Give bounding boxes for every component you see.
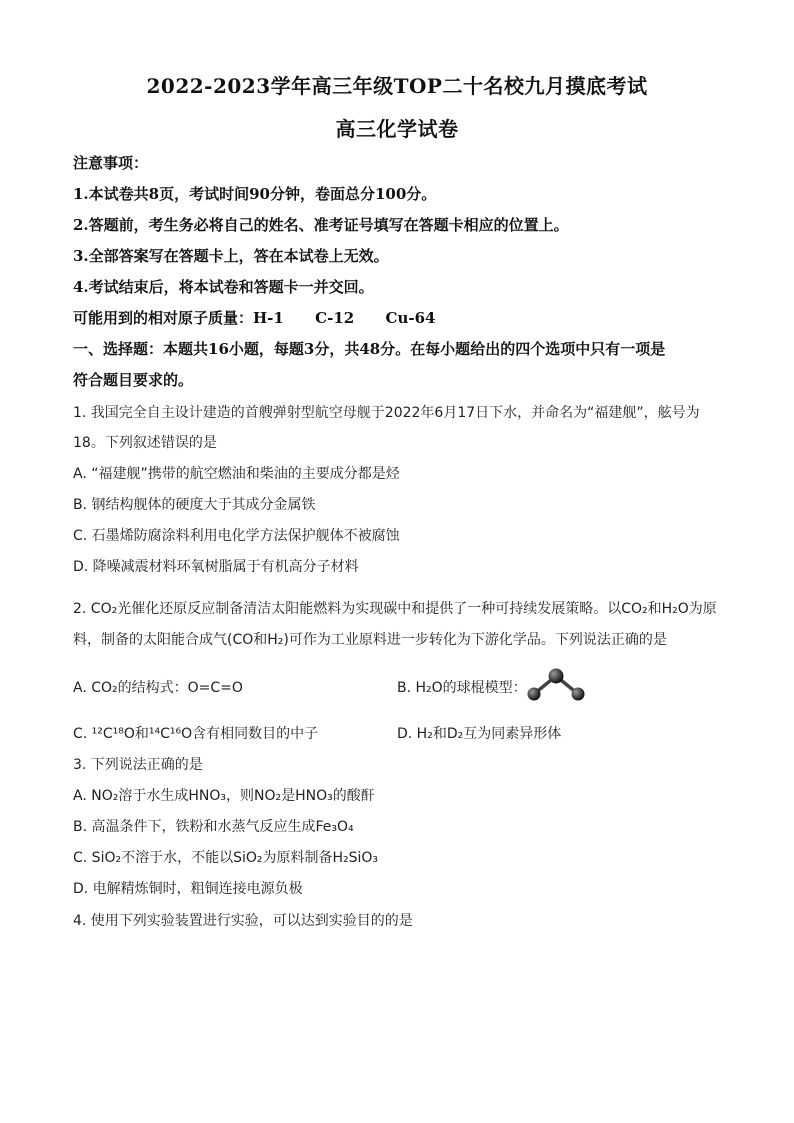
q2-option-b: B. H₂O的球棍模型： bbox=[397, 680, 527, 696]
note-item-1: 1.本试卷共8页，考试时间90分钟，卷面总分100分。 bbox=[73, 185, 437, 203]
section-1-heading: 一、选择题：本题共16小题，每题3分，共48分。在每小题给出的四个选项中只有一项是 bbox=[73, 340, 666, 358]
note-item-2: 2.答题前，考生务必将自己的姓名、准考证号填写在答题卡相应的位置上。 bbox=[73, 216, 569, 234]
q2-stem-cont: 料，制备的太阳能合成气(CO和H₂)可作为工业原料进一步转化为下游化学品。下列说法正确的是 bbox=[73, 632, 667, 648]
q1-option-d: D. 降噪减震材料环氧树脂属于有机高分子材料 bbox=[73, 559, 359, 575]
atomic-mass-line: 可能用到的相对原子质量：H-1 C-12 Cu-64 bbox=[73, 309, 436, 327]
notes-heading: 注意事项： bbox=[73, 154, 149, 172]
q2-option-d: D. H₂和D₂互为同素异形体 bbox=[397, 726, 562, 742]
q1-option-c: C. 石墨烯防腐涂料利用电化学方法保护舰体不被腐蚀 bbox=[73, 528, 400, 544]
q1-option-a: A. “福建舰”携带的航空燃油和柴油的主要成分都是烃 bbox=[73, 466, 400, 482]
q3-option-b: B. 高温条件下，铁粉和水蒸气反应生成Fe₃O₄ bbox=[73, 819, 354, 835]
note-item-4: 4.考试结束后，将本试卷和答题卡一并交回。 bbox=[73, 278, 374, 296]
h2o-ball-stick-model bbox=[524, 666, 588, 706]
q2-stem: 2. CO₂光催化还原反应制备清洁太阳能燃料为实现碳中和提供了一种可持续发展策略。以CO₂和H₂O为原 bbox=[73, 601, 717, 617]
note-item-3: 3.全部答案写在答题卡上，答在本试卷上无效。 bbox=[73, 247, 389, 265]
exam-title: 2022-2023学年高三年级TOP二十名校九月摸底考试 bbox=[146, 74, 648, 98]
q3-option-a: A. NO₂溶于水生成HNO₃，则NO₂是HNO₃的酸酐 bbox=[73, 788, 375, 804]
q3-option-d: D. 电解精炼铜时，粗铜连接电源负极 bbox=[73, 881, 303, 897]
exam-subtitle: 高三化学试卷 bbox=[335, 117, 459, 141]
q3-stem: 3. 下列说法正确的是 bbox=[73, 757, 203, 773]
q2-option-a: A. CO₂的结构式：O=C=O bbox=[73, 680, 243, 696]
q1-option-b: B. 钢结构舰体的硬度大于其成分金属铁 bbox=[73, 497, 316, 513]
q4-stem: 4. 使用下列实验装置进行实验，可以达到实验目的的是 bbox=[73, 913, 413, 929]
q2-option-c: C. ¹²C¹⁸O和¹⁴C¹⁶O含有相同数目的中子 bbox=[73, 726, 319, 742]
section-1-heading-cont: 符合题目要求的。 bbox=[73, 371, 194, 389]
q1-stem: 1. 我国完全自主设计建造的首艘弹射型航空母舰于2022年6月17日下水，并命名为“福建舰”，舷号为 bbox=[73, 405, 700, 421]
q3-option-c: C. SiO₂不溶于水，不能以SiO₂为原料制备H₂SiO₃ bbox=[73, 850, 379, 866]
q1-stem-cont: 18。下列叙述错误的是 bbox=[73, 435, 217, 451]
